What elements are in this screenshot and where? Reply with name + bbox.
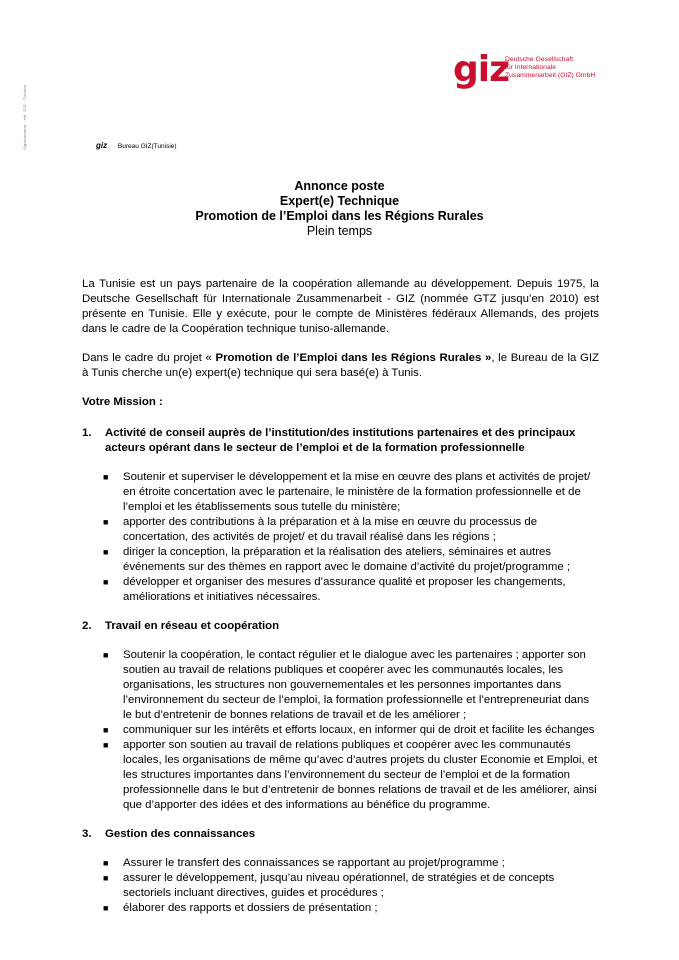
logo-line: für Internationale xyxy=(505,63,557,71)
section-1 xyxy=(82,426,599,605)
list-item xyxy=(82,901,599,916)
list-item xyxy=(82,856,599,871)
title-line-4: Plein temps xyxy=(306,224,373,238)
bullet-icon: ■ xyxy=(103,577,109,587)
bullet-icon: ■ xyxy=(103,517,109,527)
list-item-text: Assurer le transfert des connaissances se rapportant au projet/programme ; xyxy=(123,857,505,869)
title-line-1: Annonce poste xyxy=(294,179,385,193)
section-2 xyxy=(82,619,599,813)
list-item xyxy=(82,545,599,575)
bullet-icon: ■ xyxy=(103,873,109,883)
list-item-text: élaborer des rapports et dossiers de présentation ; xyxy=(123,902,378,914)
section-number: 3. xyxy=(82,828,92,840)
bullet-list xyxy=(82,470,599,605)
section-title: Gestion des connaissances xyxy=(105,828,256,840)
bullet-icon: ■ xyxy=(103,472,109,482)
section-number: 1. xyxy=(82,427,92,439)
list-item xyxy=(82,575,599,605)
bullet-icon: ■ xyxy=(103,903,109,913)
list-item-text: assurer le développement, jusqu’au niveau opérationnel, de stratégies et de concepts sectoriels incluant directives, guides et procédures ; xyxy=(123,872,555,899)
office-mini-logo: giz xyxy=(96,141,108,150)
section-heading xyxy=(82,619,599,634)
logo-line: Deutsche Gesellschaft xyxy=(505,56,574,63)
list-item-text: Soutenir et superviser le développement et la mise en œuvre des plans et activités de projet/ en étroite concertation avec le partenaire, le ministère de la formation professionnelle et de l’emploi et les établissements sous tutelle du ministère; xyxy=(123,471,591,513)
office-label: Bureau GIZ(Tunisie) xyxy=(117,143,177,150)
bullet-list xyxy=(82,856,599,916)
title-line-3: Promotion de l’Emploi dans les Régions Rurales xyxy=(195,209,484,223)
logo-line: Zusammenarbeit (GIZ) GmbH xyxy=(505,71,596,79)
logo-mark: giz xyxy=(453,49,510,90)
bullet-list xyxy=(82,648,599,813)
section-3 xyxy=(82,827,599,916)
list-item xyxy=(82,470,599,515)
list-item xyxy=(82,723,599,738)
section-heading xyxy=(82,827,599,842)
section-number: 2. xyxy=(82,620,92,632)
section-title: Travail en réseau et coopération xyxy=(105,620,280,632)
section-heading xyxy=(82,426,599,456)
list-item xyxy=(82,871,599,901)
project-text-pre: Dans le cadre du projet « xyxy=(82,352,216,364)
vertical-margin-text: Signalement · réf. GIZ · Tunisie xyxy=(22,84,27,150)
bullet-icon: ■ xyxy=(103,858,109,868)
list-item-text: Soutenir la coopération, le contact régulier et le dialogue avec les partenaires ; apporter son soutien au travail de relations publiques et coopérer avec les communautés locales, les organisations, les structures non gouvernementales et les personnes importantes dans l’environnement du secteur de l’emploi, la formation professionnelle et l’entrepreneuriat dans le but d’entretenir de bonnes relations de travail et de les améliorer ; xyxy=(123,649,590,721)
project-paragraph xyxy=(82,351,599,381)
list-item-text: diriger la conception, la préparation et la réalisation des ateliers, séminaires et autres événements sur des thèmes en rapport avec le domaine d’activité du projet/programme ; xyxy=(123,546,570,573)
bullet-icon: ■ xyxy=(103,650,109,660)
list-item xyxy=(82,648,599,723)
bullet-icon: ■ xyxy=(103,740,109,750)
list-item xyxy=(82,515,599,545)
project-text-post: , le Bureau de la GIZ à Tunis cherche un(e) expert(e) technique qui sera basé(e) à Tunis. xyxy=(82,352,599,379)
office-header xyxy=(96,141,177,150)
section-title: Activité de conseil auprès de l’institution/des institutions partenaires et des principaux acteurs opérant dans le secteur de l’emploi et de la formation professionnelle xyxy=(105,427,576,454)
intro-paragraph: La Tunisie est un pays partenaire de la coopération allemande au développement. Depuis 1975, la Deutsche Gesellschaft für Internationale Zusammenarbeit - GIZ (nommée GTZ jusqu’en 2010) est présente en Tunisie. Elle y exécute, pour le compte de Ministères fédéraux Allemands, des projets dans le cadre de la Coopération technique tuniso-allemande. xyxy=(82,278,599,335)
list-item-text: développer et organiser des mesures d’assurance qualité et proposer les changements, améliorations et initiatives nécessaires. xyxy=(123,576,566,603)
bullet-icon: ■ xyxy=(103,547,109,557)
list-item-text: apporter son soutien au travail de relations publiques et coopérer avec les communautés locales, les organisations de même qu’avec d’autres projets du cluster Economie et Emploi, et les structures importantes dans l’environnement du secteur de l’emploi et de la formation professionnelle dans le but d’entretenir de bonnes relations de travail et de les améliorer, ainsi que d’apporter des idées et des informations au bénéfice du programme. xyxy=(123,739,598,811)
mission-heading: Votre Mission : xyxy=(82,396,163,408)
bullet-icon: ■ xyxy=(103,725,109,735)
project-name: Promotion de l’Emploi dans les Régions Rurales » xyxy=(215,352,492,364)
logo-text xyxy=(505,56,595,79)
posting-title xyxy=(0,179,679,239)
list-item-text: communiquer sur les intérêts et efforts locaux, en informer qui de droit et facilite les échanges xyxy=(123,724,595,736)
list-item-text: apporter des contributions à la préparation et à la mise en œuvre du processus de concertation, des activités de projet/ et du travail réalisé dans les régions ; xyxy=(123,516,538,543)
document-body xyxy=(82,277,599,930)
list-item xyxy=(82,738,599,813)
title-line-2: Expert(e) Technique xyxy=(279,194,400,208)
